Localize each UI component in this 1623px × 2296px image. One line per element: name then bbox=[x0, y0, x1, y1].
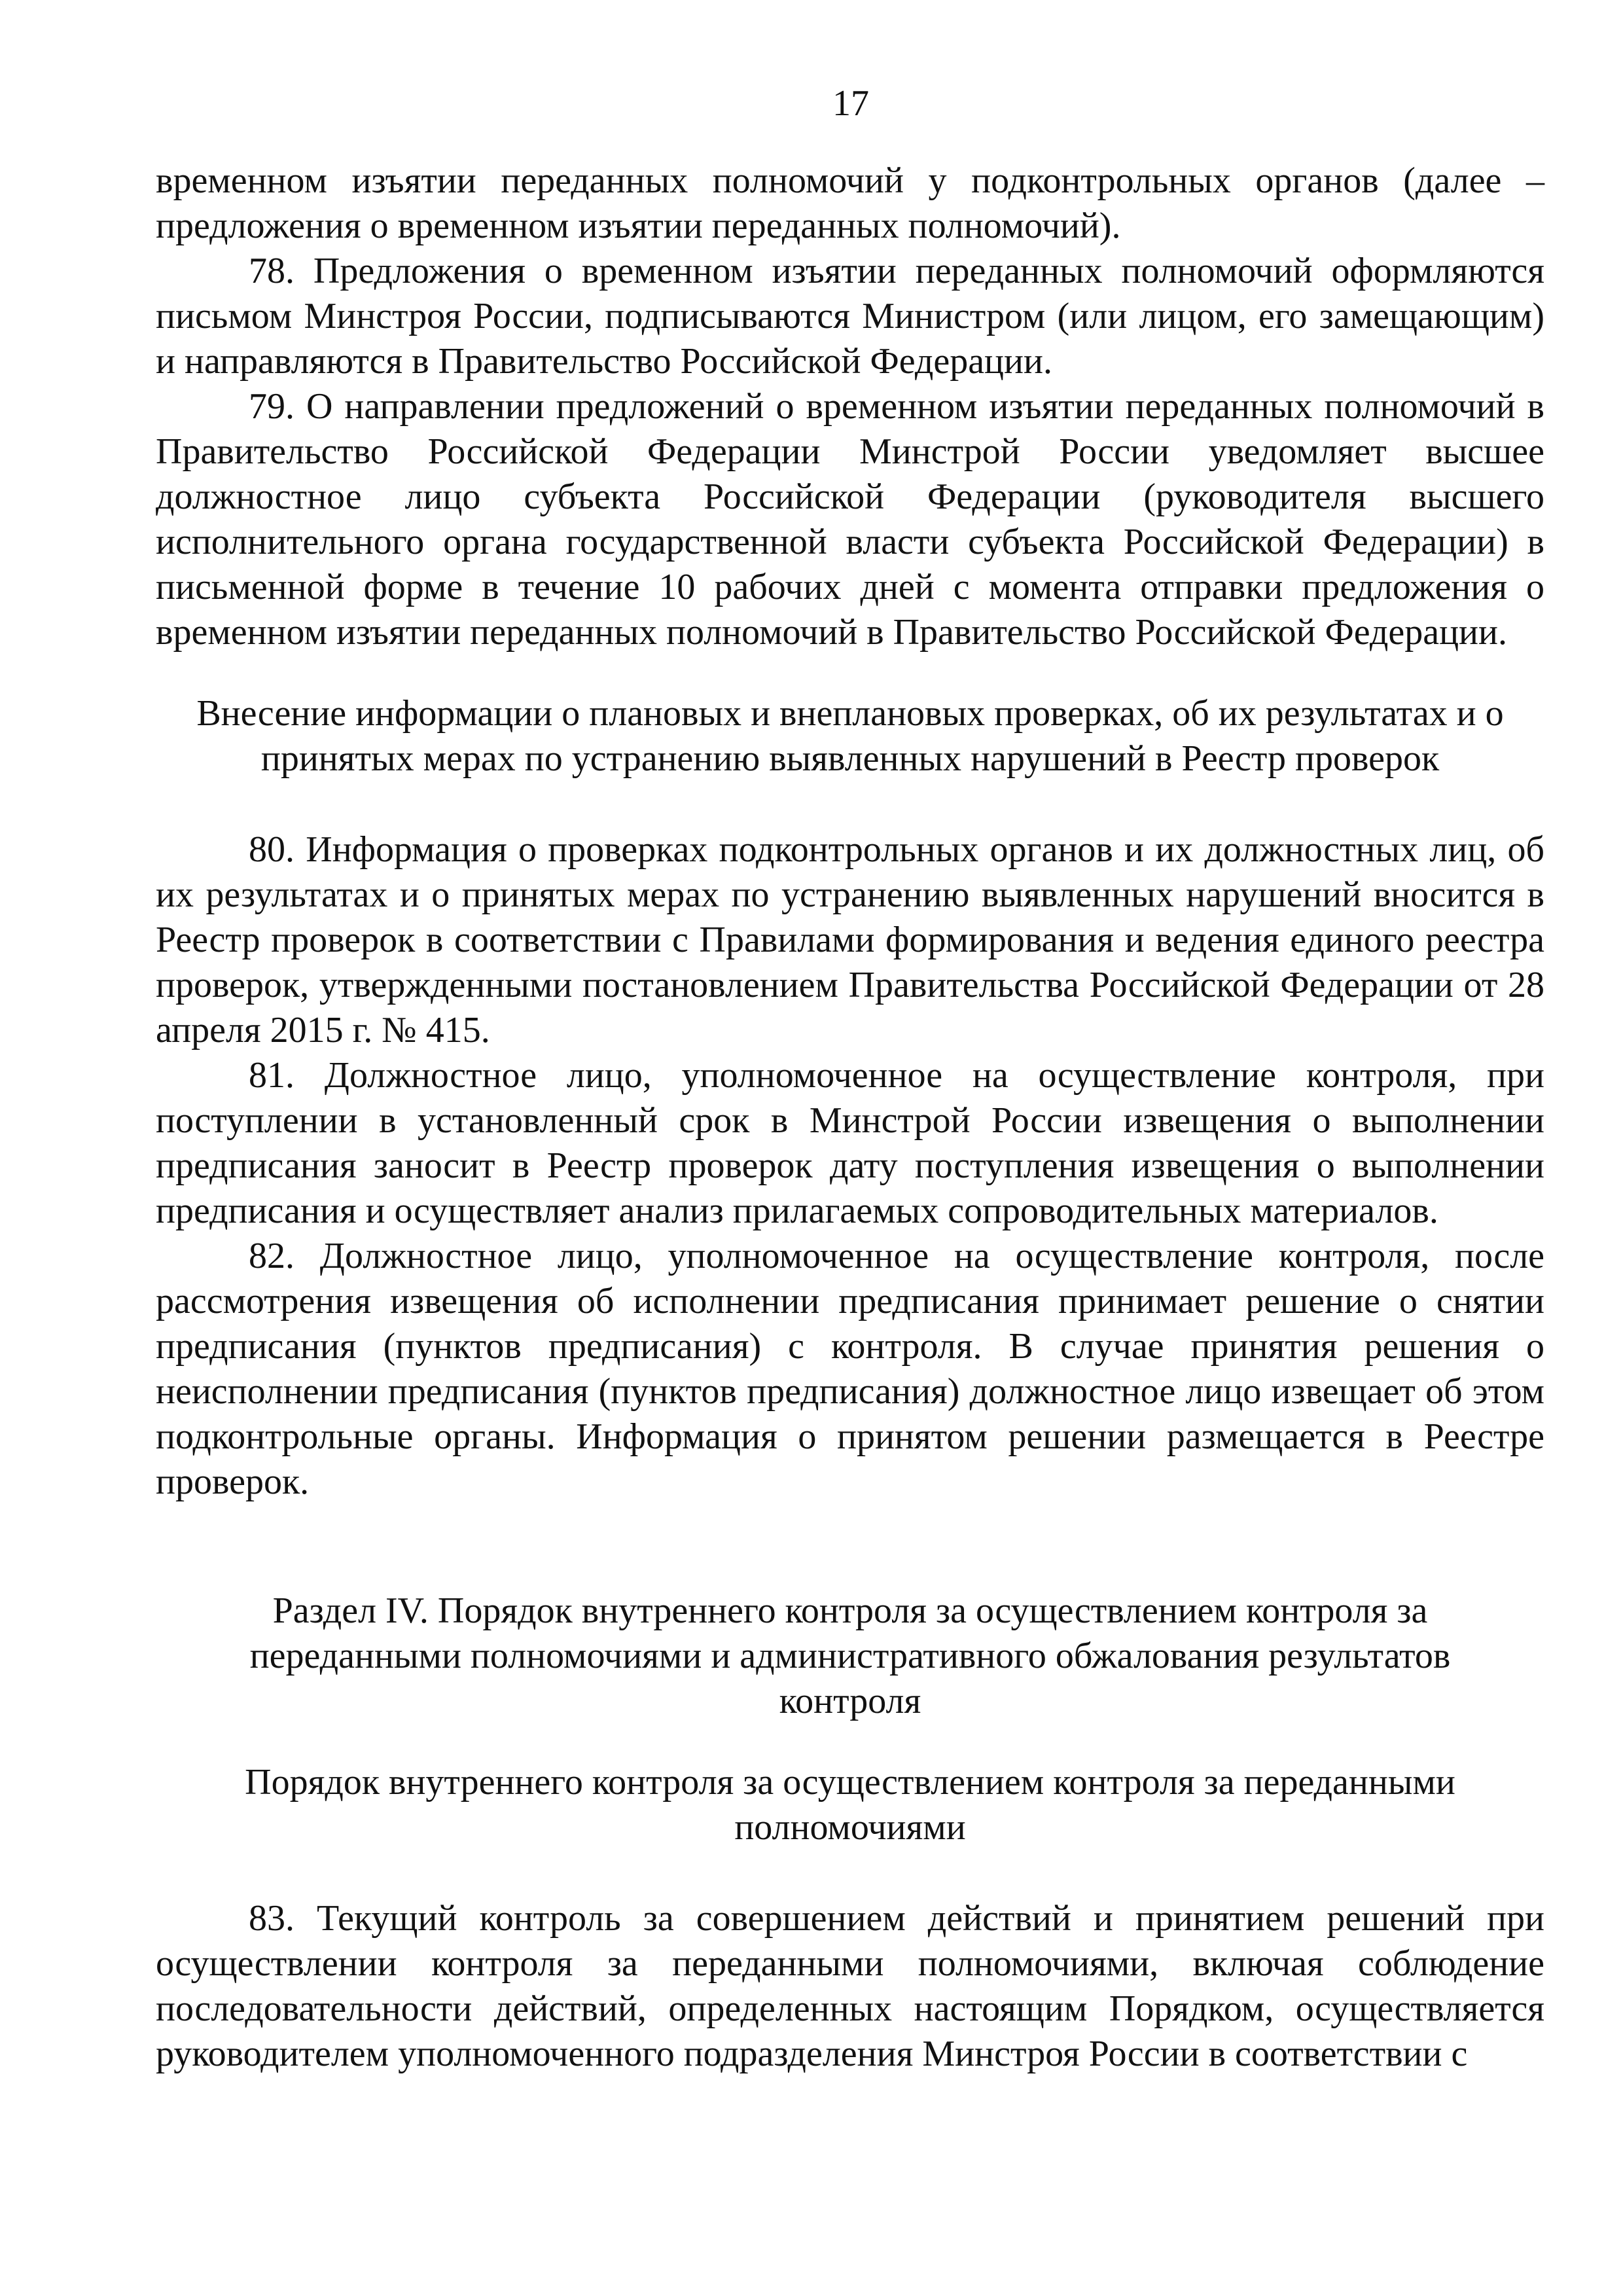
heading-internal-control-line-1: Порядок внутреннего контроля за осуществлением контроля за переданными bbox=[245, 1762, 1455, 1803]
heading-registry-line-1: Внесение информации о плановых и внеплановых проверках, об их результатах и о bbox=[196, 693, 1504, 734]
heading-section-4 bbox=[156, 1588, 1544, 1724]
heading-internal-control bbox=[156, 1760, 1544, 1850]
heading-internal-control-line-2: полномочиями bbox=[734, 1807, 966, 1848]
spacer bbox=[156, 1850, 1544, 1896]
heading-section-4-line-3: контроля bbox=[779, 1681, 921, 1721]
spacer bbox=[156, 781, 1544, 827]
document-body bbox=[156, 158, 1544, 2077]
spacer bbox=[156, 655, 1544, 691]
page-number: 17 bbox=[832, 83, 869, 124]
heading-section-4-line-2: переданными полномочиями и административного обжалования результатов bbox=[249, 1636, 1451, 1676]
paragraph-83: 83. Текущий контроль за совершением действий и принятием решений при осуществлении контроля за переданными полномочиями, включая соблюдение последовательности действий, определенных настоящим Порядком, осуществляется руководителем уполномоченного подразделения Минстроя России в соответствии с bbox=[156, 1898, 1544, 2074]
heading-section-4-line-1: Раздел IV. Порядок внутреннего контроля за осуществлением контроля за bbox=[272, 1590, 1428, 1631]
paragraph-continuation: временном изъятии переданных полномочий у подконтрольных органов (далее – предложения о временном изъятии переданных полномочий). bbox=[156, 160, 1544, 246]
paragraph-81: 81. Должностное лицо, уполномоченное на осуществление контроля, при поступлении в установленный срок в Минстрой России извещения о выполнении предписания заносит в Реестр проверок дату поступления извещения о выполнении предписания и осуществляет анализ прилагаемых сопроводительных материалов. bbox=[156, 1055, 1544, 1231]
paragraph-82: 82. Должностное лицо, уполномоченное на осуществление контроля, после рассмотрения извещения об исполнении предписания принимает решение о снятии предписания (пунктов предписания) с контроля. В случае принятия решения о неисполнении предписания (пунктов предписания) должностное лицо извещает об этом подконтрольные органы. Информация о принятом решении размещается в Реестре проверок. bbox=[156, 1236, 1544, 1502]
paragraph-78: 78. Предложения о временном изъятии переданных полномочий оформляются письмом Минстроя России, подписываются Министром (или лицом, его замещающим) и направляются в Правительство Российской Федерации. bbox=[156, 251, 1544, 382]
spacer bbox=[156, 1724, 1544, 1760]
heading-registry bbox=[156, 691, 1544, 781]
paragraph-79: 79. О направлении предложений о временном изъятии переданных полномочий в Правительство Российской Федерации Минстрой России уведомляет высшее должностное лицо субъекта Российской Федерации (руководителя высшего исполнительного органа государственной власти субъекта Российской Федерации) в письменной форме в течение 10 рабочих дней с момента отправки предложения о временном изъятии переданных полномочий в Правительство Российской Федерации. bbox=[156, 386, 1544, 653]
paragraph-80: 80. Информация о проверках подконтрольных органов и их должностных лиц, об их результатах и о принятых мерах по устранению выявленных нарушений вносится в Реестр проверок в соответствии с Правилами формирования и ведения единого реестра проверок, утвержденными постановлением Правительства Российской Федерации от 28 апреля 2015 г. № 415. bbox=[156, 829, 1544, 1050]
spacer bbox=[156, 1505, 1544, 1588]
heading-registry-line-2: принятых мерах по устранению выявленных нарушений в Реестр проверок bbox=[260, 738, 1440, 779]
